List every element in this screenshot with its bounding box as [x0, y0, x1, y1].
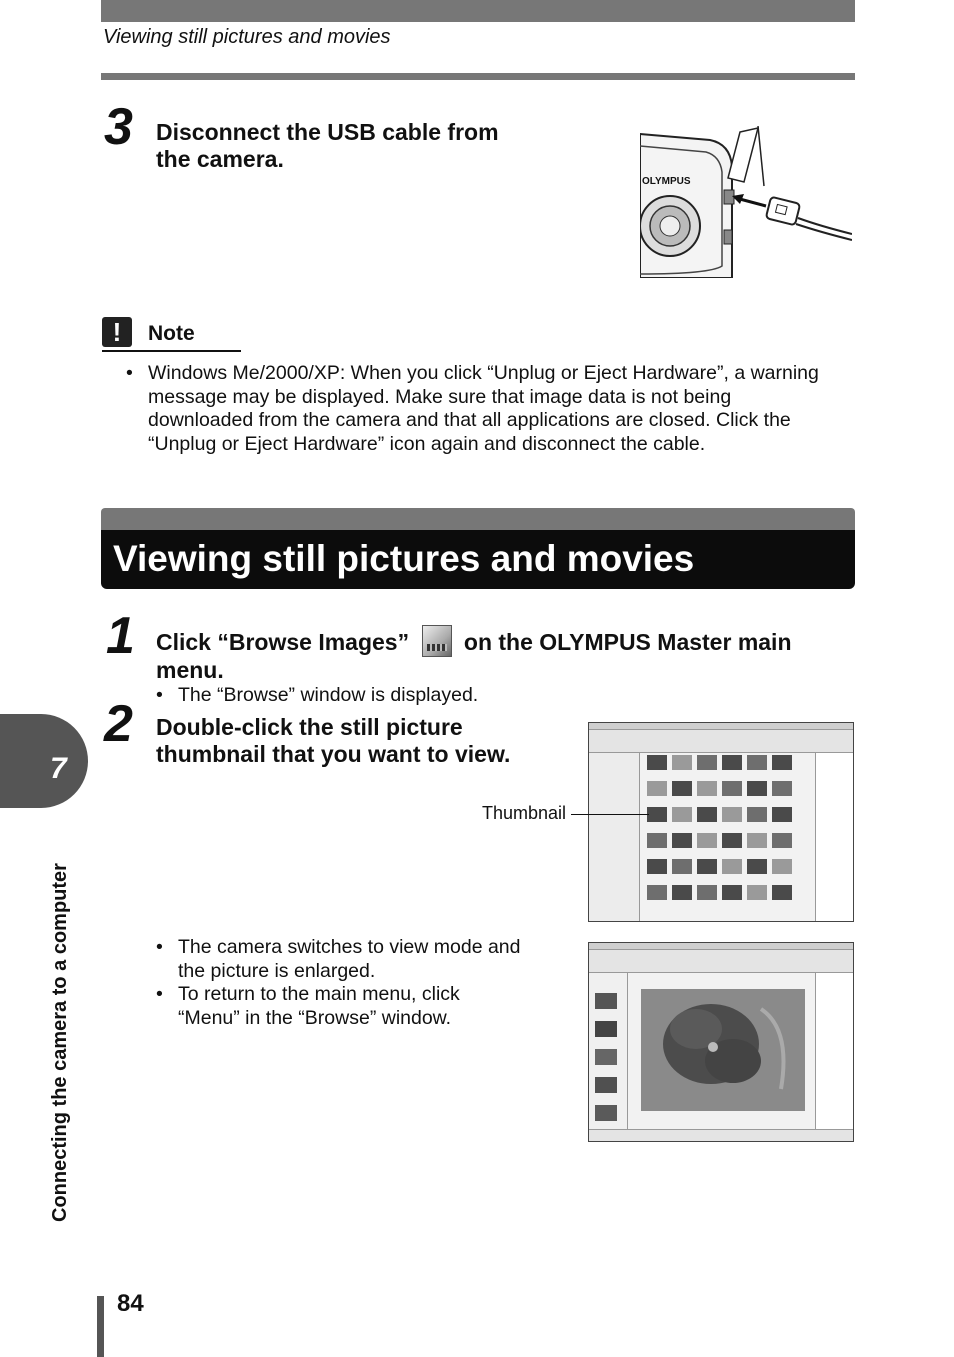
step-1-bullet: • The “Browse” window is displayed.	[156, 684, 479, 706]
thumbnail-image	[772, 833, 792, 848]
thumbnail-image	[647, 807, 667, 822]
thumbnail-callout-line	[571, 814, 649, 815]
browse-sidebar	[589, 753, 640, 921]
thumbnail-image	[672, 833, 692, 848]
browse-info-panel	[815, 753, 854, 921]
browse-title-bar	[589, 723, 853, 730]
view-window-screenshot	[588, 942, 854, 1142]
thumbnail-image	[722, 755, 742, 770]
view-status-bar	[589, 1129, 853, 1142]
thumbnail-image	[722, 885, 742, 900]
browse-images-icon	[422, 625, 452, 657]
thumbnail-image	[772, 755, 792, 770]
step-number-3: 3	[104, 98, 133, 156]
thumbnail-image	[747, 859, 767, 874]
thumbnail-image	[647, 833, 667, 848]
step-number-2: 2	[104, 695, 133, 753]
page-number: 84	[117, 1290, 144, 1317]
thumbnail-image	[697, 807, 717, 822]
thumbnail-image	[672, 859, 692, 874]
thumbnail-image	[697, 859, 717, 874]
note-bullet: • Windows Me/2000/XP: When you click “Unplug or Eject Hardware”, a warning message may be displayed. Make sure that image data is not being downloaded from the camera and that all applications are closed. Click the “Unplug or Eject Hardware” icon again and disconnect the cable.	[126, 362, 819, 455]
thumbnail-image	[722, 859, 742, 874]
step-number-1: 1	[106, 607, 135, 665]
thumbnail-image	[772, 781, 792, 796]
thumbnail-image	[647, 755, 667, 770]
thumbnail-image	[722, 833, 742, 848]
camera-usb-illustration	[640, 126, 852, 278]
header-rule	[101, 73, 855, 80]
step-2-instruction: Double-click the still picture thumbnail that you want to view.	[156, 714, 511, 767]
section-title: Viewing still pictures and movies	[113, 538, 695, 579]
thumbnail-image	[747, 833, 767, 848]
thumbnail-image	[772, 859, 792, 874]
thumbnail-image	[647, 781, 667, 796]
thumbnail-image	[672, 807, 692, 822]
page-number-bar	[97, 1296, 104, 1357]
thumbnail-image	[697, 781, 717, 796]
thumbnail-image	[672, 885, 692, 900]
thumbnail-image	[772, 807, 792, 822]
hibiscus-image	[641, 989, 805, 1111]
thumbnail-callout-label: Thumbnail	[482, 803, 567, 823]
thumbnail-image	[772, 885, 792, 900]
view-filmstrip	[589, 973, 628, 1141]
browse-window-screenshot	[588, 722, 854, 922]
thumbnail-image	[697, 833, 717, 848]
view-title-bar	[589, 943, 853, 950]
note-warning-icon: !	[102, 317, 132, 347]
thumbnail-image	[722, 807, 742, 822]
view-mode-bullets: • The camera switches to view mode and the picture is enlarged. • To return to the main menu, click “Menu” in the “Browse” window.	[156, 936, 521, 1029]
thumbnail-image	[747, 781, 767, 796]
section-bar-top	[101, 508, 855, 530]
chapter-number: 7	[50, 752, 67, 785]
view-info-panel	[815, 973, 854, 1141]
step-1-instruction: Click “Browse Images” on the OLYMPUS Master main menu.	[156, 625, 846, 684]
camera-brand-text: OLYMPUS	[642, 176, 691, 187]
note-label: Note	[148, 322, 195, 345]
thumbnail-image	[697, 755, 717, 770]
thumbnail-image	[697, 885, 717, 900]
thumbnail-grid	[647, 755, 813, 915]
thumbnail-image	[672, 781, 692, 796]
thumbnail-image	[747, 807, 767, 822]
enlarged-picture	[641, 989, 805, 1111]
step-3-instruction: Disconnect the USB cable from the camera.	[156, 119, 499, 172]
thumbnail-image	[647, 859, 667, 874]
header-title: Viewing still pictures and movies	[103, 26, 391, 48]
browse-toolbar	[589, 730, 853, 753]
note-underline	[102, 350, 241, 352]
thumbnail-image	[722, 781, 742, 796]
header-bar	[101, 0, 855, 22]
chapter-tab	[0, 714, 88, 808]
view-toolbar	[589, 950, 853, 973]
chapter-side-label: Connecting the camera to a computer	[49, 863, 71, 1222]
thumbnail-image	[747, 885, 767, 900]
thumbnail-image	[672, 755, 692, 770]
thumbnail-image	[647, 885, 667, 900]
thumbnail-image	[747, 755, 767, 770]
